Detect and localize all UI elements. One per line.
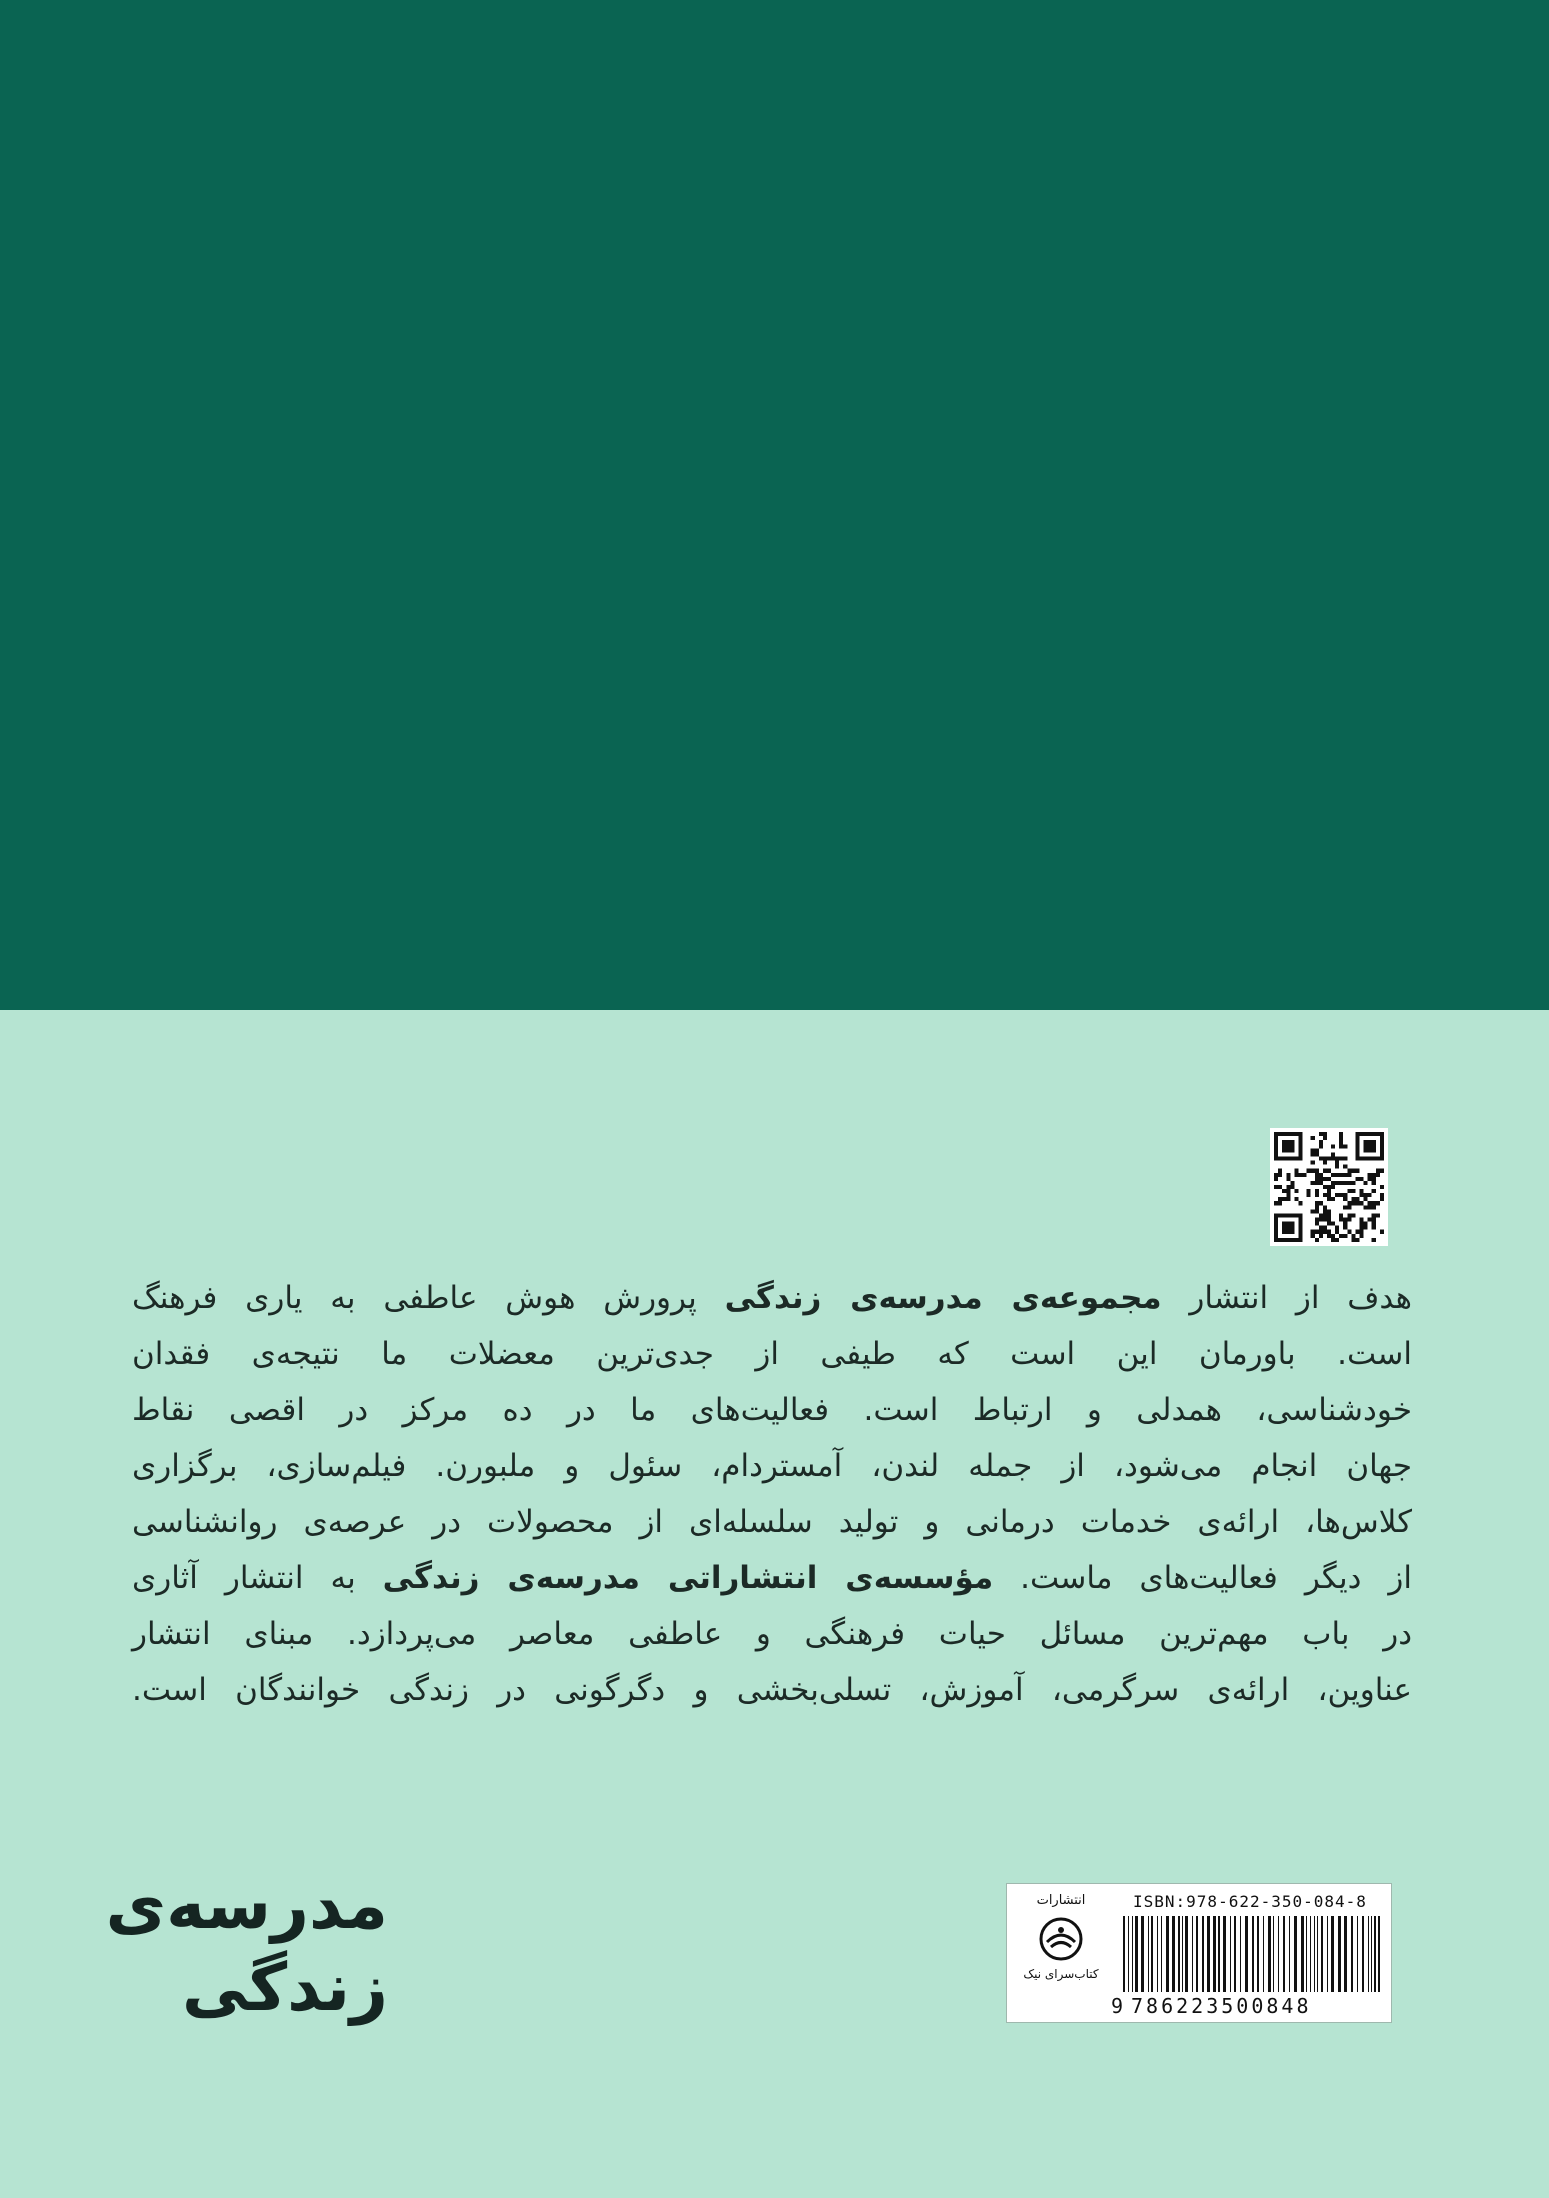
publisher-name: کتاب‌سرای نیک xyxy=(1023,1967,1099,1981)
publisher-logo xyxy=(1015,1892,1107,2016)
blurb-text: در باب مهم‌ترین مسائل حیات فرهنگی و عاطفی معاصر می‌پردازد. مبنای انتشار xyxy=(132,1616,1412,1652)
logo-line-1: مدرسه‌ی xyxy=(105,1867,388,1944)
blurb-text: به انتشار آثاری xyxy=(132,1560,383,1596)
blurb-line xyxy=(132,1438,1412,1494)
blurb-text: است. باورمان این است که طیفی از جدی‌ترین معضلات ما نتیجه‌ی فقدان xyxy=(132,1336,1412,1372)
publisher-top-label: انتشارات xyxy=(1036,1893,1086,1908)
blurb-text: از دیگر فعالیت‌های ماست. xyxy=(993,1560,1412,1596)
barcode-bars xyxy=(1123,1916,1385,1992)
barcode-first-digit: 9 xyxy=(1111,1994,1124,2018)
publisher-logo-icon xyxy=(1038,1916,1084,1962)
blurb-line xyxy=(132,1606,1412,1662)
qr-code-icon xyxy=(1270,1128,1388,1246)
barcode-sticker xyxy=(1006,1883,1392,2023)
series-logo xyxy=(105,1865,388,2029)
top-color-band xyxy=(0,0,1549,1010)
blurb-text: عناوین، ارائه‌ی سرگرمی، آموزش، تسلی‌بخشی و دگرگونی در زندگی خوانندگان است. xyxy=(132,1672,1412,1708)
blurb-text: پرورش هوش عاطفی به یاری فرهنگ xyxy=(132,1280,725,1316)
blurb-line xyxy=(132,1382,1412,1438)
blurb-line xyxy=(132,1550,1412,1606)
blurb-line xyxy=(132,1494,1412,1550)
blurb-text: هدف از انتشار xyxy=(1161,1280,1413,1316)
blurb-paragraph xyxy=(132,1270,1412,1718)
blurb-line xyxy=(132,1326,1412,1382)
blurb-bold-text: مجموعه‌ی مدرسه‌ی زندگی xyxy=(724,1280,1162,1316)
logo-line-2: زندگی xyxy=(181,1949,388,2026)
blurb-line xyxy=(132,1662,1412,1718)
barcode-digits: 786223500848 xyxy=(1131,1994,1312,2018)
blurb-bold-text: مؤسسه‌ی انتشاراتی مدرسه‌ی زندگی xyxy=(382,1560,994,1596)
blurb-line xyxy=(132,1270,1412,1326)
blurb-text: جهان انجام می‌شود، از جمله لندن، آمستردام، سئول و ملبورن. فیلم‌سازی، برگزاری xyxy=(132,1448,1412,1484)
blurb-text: خودشناسی، همدلی و ارتباط است. فعالیت‌های ما در ده مرکز در اقصی نقاط xyxy=(132,1392,1412,1428)
isbn-label: ISBN:978-622-350-084-8 xyxy=(1133,1892,1367,1911)
blurb-text: کلاس‌ها، ارائه‌ی خدمات درمانی و تولید سلسله‌ای از محصولات در عرصه‌ی روانشناسی xyxy=(132,1504,1412,1540)
